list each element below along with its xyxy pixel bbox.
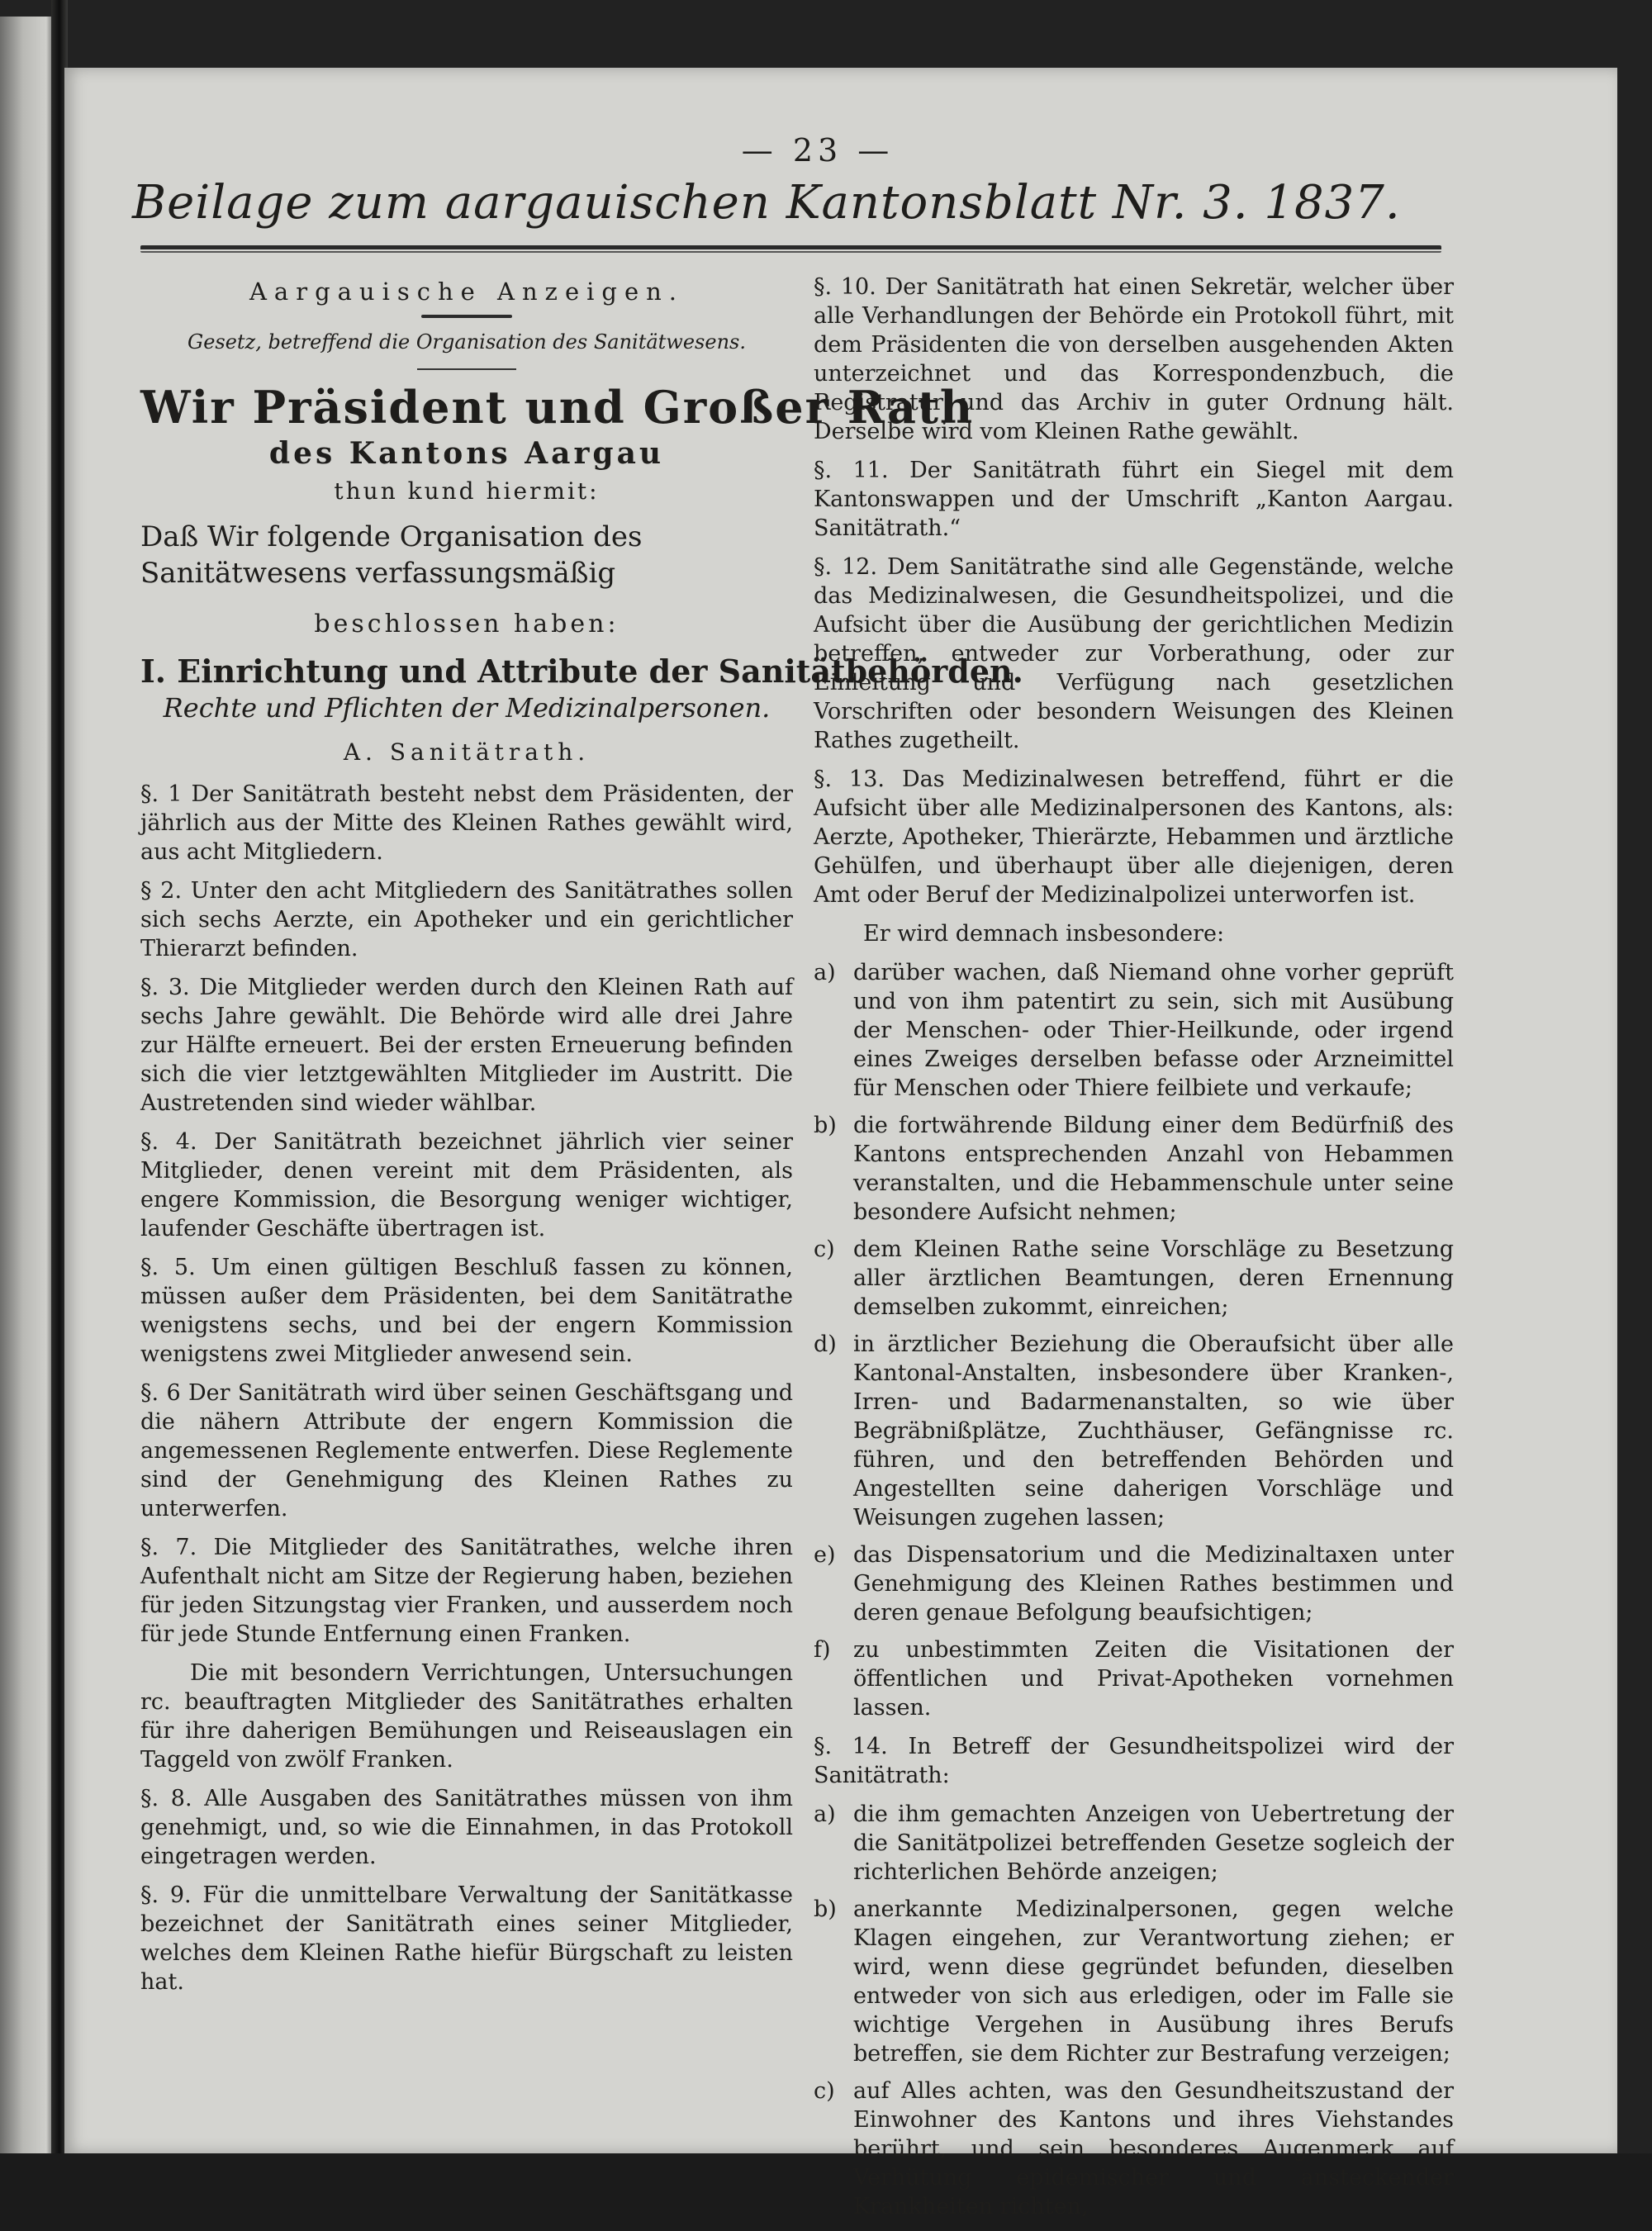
- paragraph: §. 4. Der Sanitätrath bezeichnet jährlich vier seiner Mitglieder, denen vereint mit dem Präsidenten, als engere Kommission, die Besorgung weniger wichtiger, laufender Geschäfte übertragen ist.: [140, 1129, 793, 1241]
- list-letter: b): [814, 1113, 837, 1138]
- paragraph: §. 8. Alle Ausgaben des Sanitätrathes müssen von ihm genehmigt, und, so wie die Einnahmen, in das Protokoll eingetragen werden.: [140, 1786, 793, 1869]
- law-title: Gesetz, betreffend die Organisation des Sanitätwesens.: [188, 330, 746, 354]
- masthead-rule: [140, 245, 1441, 253]
- list-intro: Er wird demnach insbesondere:: [863, 921, 1225, 947]
- list-item: [814, 2077, 1454, 2221]
- list-text: anerkannte Medizinalpersonen, gegen welche Klagen eingehen, zur Verantwortung ziehen; er wird, wenn diese gegründet befunden, dieselben entweder von sich aus erledigen, oder im Falle sie wichtige Vergehen in Ausübung ihres Berufs betreffen, sie dem Richter zur Bestrafung verzeigen;: [853, 1896, 1454, 2067]
- paragraph: §. 13. Das Medizinalwesen betreffend, führt er die Aufsicht über alle Medizinalpersonen des Kantons, als: Aerzte, Apotheker, Thierärzte, Hebammen und ärztliche Gehülfen, und überhaupt über alle diejenigen, deren Amt oder Beruf der Medizinalpolizei unterworfen ist.: [814, 767, 1454, 908]
- ornament-rule: [421, 315, 512, 318]
- facing-page-edge: [0, 17, 58, 2153]
- list-text: die ihm gemachten Anzeigen von Uebertretung der die Sanitätpolizei betreffenden Gesetze sogleich der richterlichen Behörde anzeigen;: [853, 1801, 1454, 1885]
- canton-title: des Kantons Aargau: [268, 436, 665, 471]
- list-text: zu unbestimmten Zeiten die Visitationen der öffentlichen und Privat-Apotheken vornehmen lassen.: [853, 1637, 1454, 1721]
- list-item: [814, 1800, 1454, 1887]
- list-item: [814, 958, 1454, 1103]
- right-column: [814, 273, 1454, 2231]
- list-letter: a): [814, 960, 836, 985]
- paragraph: §. 11. Der Sanitätrath führt ein Siegel mit dem Kantonswappen und der Umschrift „Kanton Aargau. Sanitätrath.“: [814, 458, 1454, 541]
- list-item: [814, 1540, 1454, 1627]
- list-letter: a): [814, 1801, 836, 1827]
- paragraph: § 2. Unter den acht Mitgliedern des Sanitätrathes sollen sich sechs Aerzte, ein Apotheker und ein gerichtlicher Thierarzt befinden.: [140, 878, 793, 961]
- subsection-heading: A. Sanitätrath.: [343, 738, 591, 766]
- list-letter: b): [814, 1896, 837, 1922]
- list-item: [814, 1111, 1454, 1227]
- left-column: [140, 273, 1023, 2006]
- list-letter: f): [814, 1637, 831, 1663]
- paragraph: §. 6 Der Sanitätrath wird über seinen Geschäftsgang und die nähern Attribute der engern Kommission die angemessenen Reglemente entwerfen. Diese Reglemente sind der Genehmigung des Kleinen Rathes zu unterwerfen.: [140, 1380, 793, 1521]
- resolution-end: beschlossen haben:: [314, 610, 620, 638]
- list-letter: d): [814, 1331, 837, 1357]
- paragraph: §. 7. Die Mitglieder des Sanitätrathes, welche ihren Aufenthalt nicht am Sitze der Regierung haben, beziehen für jeden Sitzungstag vier Franken, und ausserdem noch für jede Stunde Entfernung einen Franken.: [140, 1535, 793, 1647]
- section-heading: Aargauische Anzeigen.: [249, 278, 685, 306]
- paragraph: §. 3. Die Mitglieder werden durch den Kleinen Rath auf sechs Jahre gewählt. Die Behörde wird alle drei Jahre zur Hälfte erneuert. Bei der ersten Erneuerung befinden sich die vier letztgewählten Mitglieder im Austritt. Die Austretenden sind wieder wählbar.: [140, 975, 793, 1116]
- page-number: — 23 —: [741, 132, 895, 169]
- list-item: [814, 1235, 1454, 1322]
- list-13: [814, 958, 1454, 1722]
- list-letter: c): [814, 2078, 835, 2104]
- list-text: darüber wachen, daß Niemand ohne vorher geprüft und von ihm patentirt zu sein, sich mit Ausübung der Menschen- oder Thier-Heilkunde, oder irgend eines Zweiges derselben befasse oder Arzneimittel für Menschen oder Thiere feilbiete und verkaufe;: [853, 960, 1454, 1101]
- resolution-text: Daß Wir folgende Organisation des Sanitätwesens verfassungsmäßig: [140, 520, 643, 590]
- paragraph: §. 10. Der Sanitätrath hat einen Sekretär, welcher über alle Verhandlungen der Behörde ein Protokoll führt, mit dem Präsidenten die von derselben ausgehenden Akten unterzeichnet und das Korrespondenzbuch, die Registratur und das Archiv in guter Ordnung hält. Derselbe wird vom Kleinen Rathe gewählt.: [814, 274, 1454, 444]
- masthead: Beilage zum aargauischen Kantonsblatt Nr. 3. 1837.: [132, 176, 1401, 230]
- list-text: in ärztlicher Beziehung die Oberaufsicht über alle Kantonal-Anstalten, insbesondere über Kranken-, Irren- und Badarmenanstalten, so wie über Begräbnißplätze, Zuchthäuser, Gefängnisse rc. führen, und den betreffenden Behörden und Angestellten seine daherigen Vorschläge und Weisungen zugehen lassen;: [853, 1331, 1454, 1531]
- list-text: dem Kleinen Rathe seine Vorschläge zu Besetzung aller ärztlichen Beamtungen, deren Ernennung demselben zukommt, einreichen;: [853, 1237, 1454, 1320]
- list-text: auf Alles achten, was den Gesundheitszustand der Einwohner des Kantons und ihres Viehstandes berührt, und sein besonderes Augenmerk auf Verhütung epidemischer und ansteckender Krankheiten richten,: [853, 2078, 1454, 2219]
- chapter-subtitle: Rechte und Pflichten der Medizinalpersonen.: [163, 692, 771, 724]
- list-item: [814, 1895, 1454, 2068]
- paragraph: §. 14. In Betreff der Gesundheitspolizei wird der Sanitätrath:: [814, 1734, 1454, 1788]
- paragraph: Die mit besondern Verrichtungen, Untersuchungen rc. beauftragten Mitglieder des Sanitätrathes erhalten für ihre daherigen Bemühungen und Reiseauslagen ein Taggeld von zwölf Franken.: [140, 1660, 793, 1773]
- list-item: [814, 1635, 1454, 1722]
- list-letter: c): [814, 1237, 835, 1262]
- list-letter: e): [814, 1542, 836, 1568]
- paragraph: §. 9. Für die unmittelbare Verwaltung der Sanitätkasse bezeichnet der Sanitätrath eines seiner Mitglieder, welches dem Kleinen Rathe hiefür Bürgschaft zu leisten hat.: [140, 1882, 793, 1995]
- enactment-title: Wir Präsident und Großer Rath: [140, 381, 975, 434]
- list-14: [814, 1800, 1454, 2221]
- divider: [417, 368, 516, 370]
- list-item: [814, 1330, 1454, 1532]
- list-text: die fortwährende Bildung einer dem Bedürfniß des Kantons entsprechenden Anzahl von Hebammen veranstalten, und die Hebammenschule unter seine besondere Aufsicht nehmen;: [853, 1113, 1454, 1225]
- paragraph: §. 12. Dem Sanitätrathe sind alle Gegenstände, welche das Medizinalwesen, die Gesundheitspolizei, und die Aufsicht über die Ausübung der gerichtlichen Medizin betreffen, entweder zur Vorberathung, oder zur Einleitung und Verfügung nach gesetzlichen Vorschriften oder besondern Weisungen des Kleinen Rathes zugetheilt.: [814, 554, 1454, 753]
- paragraph: §. 5. Um einen gültigen Beschluß fassen zu können, müssen außer dem Präsidenten, bei dem Sanitätrathe wenigstens sechs, und bei der engern Kommission wenigstens zwei Mitglieder anwesend sein.: [140, 1255, 793, 1367]
- enacting-line: thun kund hiermit:: [334, 477, 600, 505]
- chapter-title: I. Einrichtung und Attribute der Sanitätbehörden.: [140, 653, 1023, 690]
- paragraph: §. 1 Der Sanitätrath besteht nebst dem Präsidenten, der jährlich aus der Mitte des Kleinen Rathes gewählt wird, aus acht Mitgliedern.: [140, 781, 793, 865]
- list-text: das Dispensatorium und die Medizinaltaxen unter Genehmigung des Kleinen Rathes bestimmen und deren genaue Befolgung beaufsichtigen;: [853, 1542, 1454, 1626]
